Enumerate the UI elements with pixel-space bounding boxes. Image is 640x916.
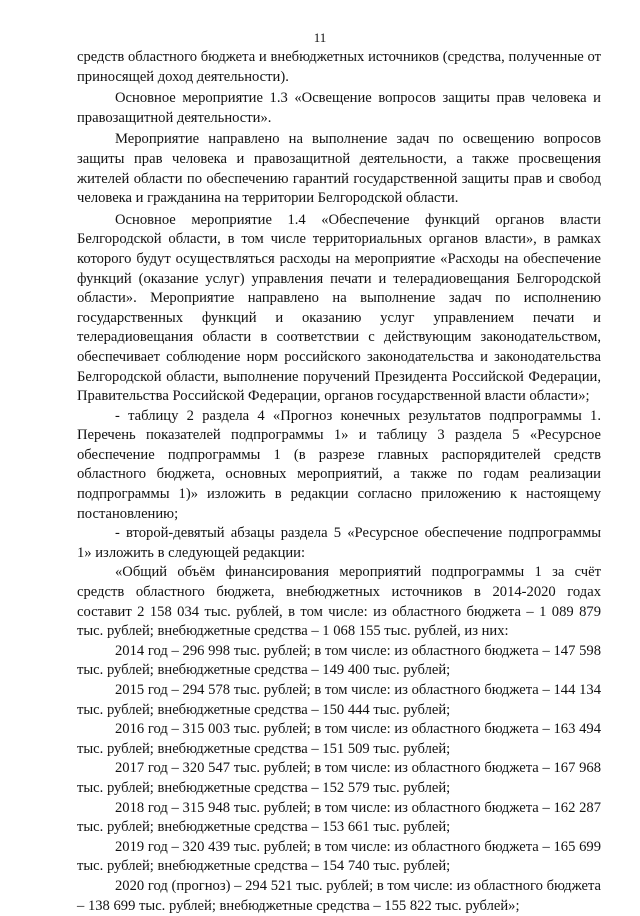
- paragraph-year-2017: 2017 год – 320 547 тыс. рублей; в том числе: из областного бюджета – 167 968 тыс. рублей; внебюджетные средства – 152 579 тыс. рублей;: [77, 760, 601, 796]
- paragraph-year-2014: 2014 год – 296 998 тыс. рублей; в том числе: из областного бюджета – 147 598 тыс. рублей; внебюджетные средства – 149 400 тыс. рублей;: [77, 642, 601, 679]
- paragraph-year-2020: 2020 год (прогноз) – 294 521 тыс. рублей; в том числе: из областного бюджета – 138 699 тыс. рублей; внебюджетные средства – 155 822 тыс. рублей»;: [77, 877, 601, 914]
- paragraph-year-2018: 2018 год – 315 948 тыс. рублей; в том числе: из областного бюджета – 162 287 тыс. рублей; внебюджетные средства – 153 661 тыс. рублей;: [77, 799, 601, 836]
- paragraph: - второй-девятый абзацы раздела 5 «Ресурсное обеспечение подпрограммы 1» изложить в следующей редакции:: [77, 525, 601, 561]
- paragraph-year-2019: 2019 год – 320 439 тыс. рублей; в том числе: из областного бюджета – 165 699 тыс. рублей; внебюджетные средства – 154 740 тыс. рублей;: [77, 838, 601, 875]
- paragraph: «Общий объём финансирования мероприятий подпрограммы 1 за счёт средств областного бюджета, внебюджетных источников в 2014-2020 годах составит 2 158 034 тыс. рублей, в том числе: из областного бюджета – 1 089 879 тыс. рублей; внебюджетные средства – 1 068 155 тыс. рублей, из них:: [77, 564, 601, 640]
- document-body: [77, 48, 601, 916]
- paragraph: Основное мероприятие 1.3 «Освещение вопросов защиты прав человека и правозащитной деятельности».: [77, 90, 601, 126]
- paragraph-year-2015: 2015 год – 294 578 тыс. рублей; в том числе: из областного бюджета – 144 134 тыс. рублей; внебюджетные средства – 150 444 тыс. рублей;: [77, 682, 601, 718]
- paragraph: - таблицу 2 раздела 4 «Прогноз конечных результатов подпрограммы 1. Перечень показателей подпрограммы 1» и таблицу 3 раздела 5 «Ресурсное обеспечение подпрограммы 1 (в разрезе главных распорядителей средств областного бюджета, основных мероприятий, а также по годам реализации подпрограммы 1)» изложить в редакции согласно приложению к настоящему постановлению;: [77, 407, 601, 522]
- paragraph: Мероприятие направлено на выполнение задач по освещению вопросов защиты прав человека и правозащитной деятельности, а также просвещения жителей области по обеспечению гарантий государственной защиты прав и свобод человека и гражданина на территории Белгородской области.: [77, 131, 601, 207]
- paragraph: Основное мероприятие 1.4 «Обеспечение функций органов власти Белгородской области, в том числе территориальных органов власти», в рамках которого будут осуществляться расходы на мероприятие «Расходы на обеспечение функций (оказание услуг) управления печати и телерадиовещания Белгородской области». Мероприятие направлено на выполнение задач по исполнению государственных функций и оказанию услуг управлением печати и телерадиовещания области в соответствии с действующим законодательством, обеспечивает соблюдение норм российского законодательства и законодательства Белгородской области, выполнение поручений Президента Российской Федерации, Правительства Российской Федерации, органов государственной власти области»;: [77, 211, 601, 405]
- paragraph-year-2016: 2016 год – 315 003 тыс. рублей; в том числе: из областного бюджета – 163 494 тыс. рублей; внебюджетные средства – 151 509 тыс. рублей;: [77, 721, 601, 757]
- page-number: 11: [313, 30, 327, 45]
- paragraph: средств областного бюджета и внебюджетных источников (средства, полученные от приносящей доход деятельности).: [77, 49, 601, 85]
